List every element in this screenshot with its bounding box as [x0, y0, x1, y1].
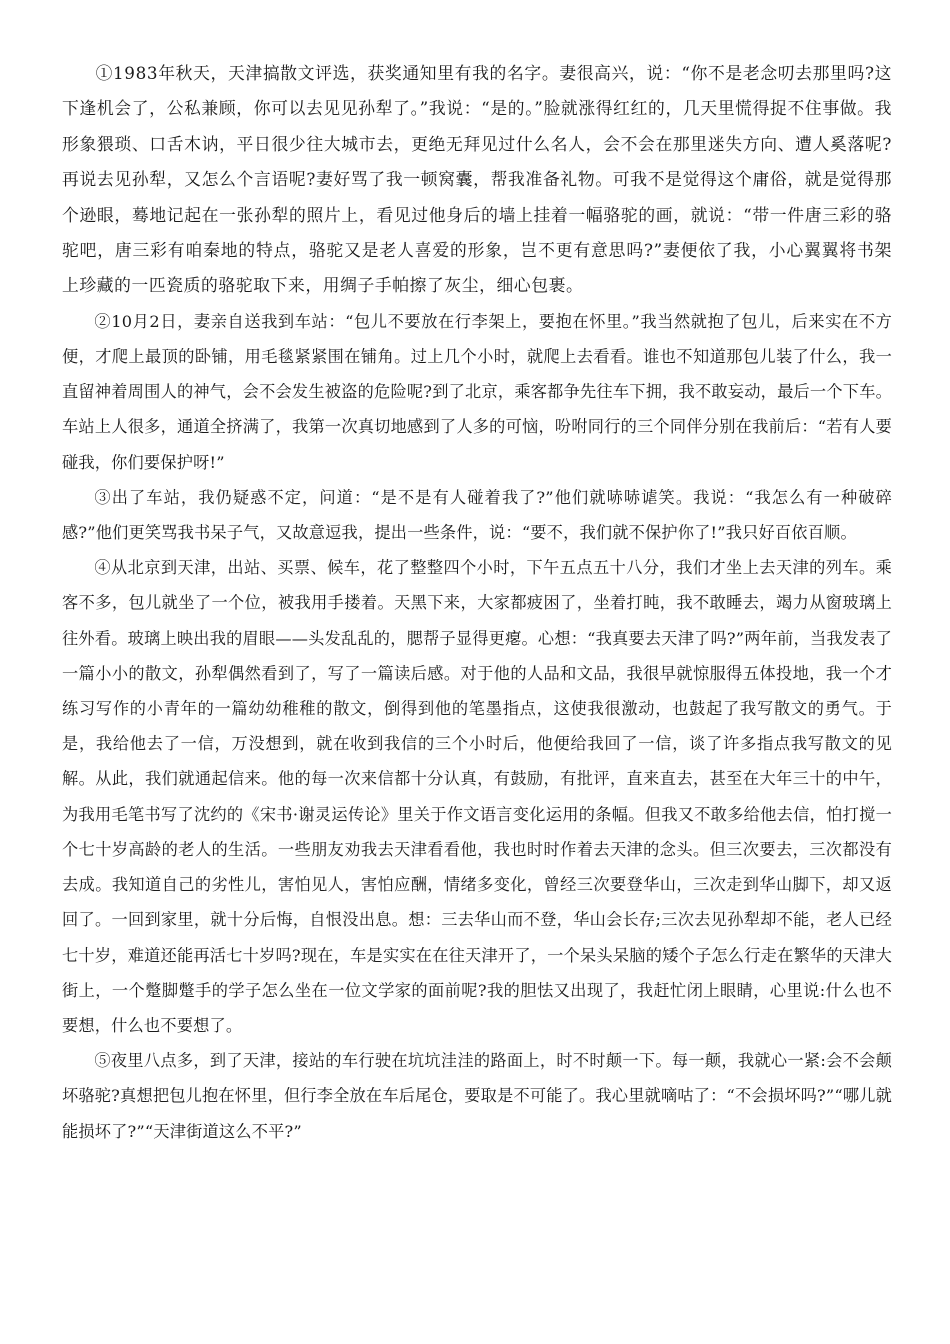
paragraph-3: ③出了车站，我仍疑惑不定，问道：“是不是有人碰着我了?”他们就哧哧谑笑。我说：“我怎么有一种破碎感?”他们更笑骂我书呆子气，又故意逗我，提出一些条件，说：“要不，我们就不保护你了!”我只好百依百顺。 [62, 487, 892, 543]
paragraph-5: ⑤夜里八点多，到了天津，接站的车行驶在坑坑洼洼的路面上，时不时颠一下。每一颠，我就心一紧:会不会颠坏骆驼?真想把包儿抱在怀里，但行李全放在车后尾仓，要取是不可能了。我心里就嘀咕了：“不会损坏吗?”“哪儿就能损坏了?”“天津街道这么不平?” [62, 1051, 892, 1141]
document-page [62, 56, 892, 1149]
paragraph-1: ①1983年秋天，天津搞散文评选，获奖通知里有我的名字。妻很高兴，说：“你不是老念叨去那里吗?这下逢机会了，公私兼顾，你可以去见见孙犁了。”我说：“是的。”脸就涨得红红的，几天里慌得捉不住事做。我形象猥琐、口舌木讷，平日很少往大城市去，更绝无拜见过什么名人，会不会在那里迷失方向、遭人奚落呢?再说去见孙犁，又怎么个言语呢?妻好骂了我一顿窝囊，帮我准备礼物。可我不是觉得这个庸俗，就是觉得那个逊眼，蓦地记起在一张孙犁的照片上，看见过他身后的墙上挂着一幅骆驼的画，就说：“带一件唐三彩的骆驼吧，唐三彩有咱秦地的特点，骆驼又是老人喜爱的形象，岂不更有意思吗?”妻便依了我，小心翼翼将书架上珍藏的一匹瓷质的骆驼取下来，用绸子手帕擦了灰尘，细心包裹。 [62, 63, 892, 296]
paragraph-2: ②10月2日，妻亲自送我到车站：“包儿不要放在行李架上，要抱在怀里。”我当然就抱了包儿，后来实在不方便，才爬上最顶的卧铺，用毛毯紧紧围在铺角。过上几个小时，就爬上去看看。谁也不知道那包儿装了什么，我一直留神着周围人的神气，会不会发生被盗的危险呢?到了北京，乘客都争先往车下拥，我不敢妄动，最后一个下车。车站上人很多，通道全挤满了，我第一次真切地感到了人多的可恼，吩咐同行的三个同伴分别在我前后：“若有人要碰我，你们要保护呀!” [62, 311, 892, 472]
paragraph-4: ④从北京到天津，出站、买票、候车，花了整整四个小时，下午五点五十八分，我们才坐上去天津的列车。乘客不多，包儿就坐了一个位，被我用手搂着。天黑下来，大家都疲困了，坐着打盹，我不敢睡去，竭力从窗玻璃上往外看。玻璃上映出我的眉眼——头发乱乱的，腮帮子显得更瘪。心想：“我真要去天津了吗?”两年前，当我发表了一篇小小的散文，孙犁偶然看到了，写了一篇读后感。对于他的人品和文品，我很早就惊服得五体投地，我一个才练习写作的小青年的一篇幼幼稚稚的散文，倒得到他的笔墨指点，这使我很激动，也鼓起了我写散文的勇气。于是，我给他去了一信，万没想到，就在收到我信的三个小时后，他便给我回了一信，谈了许多指点我写散文的见解。从此，我们就通起信来。他的每一次来信都十分认真，有鼓励，有批评，直来直去，甚至在大年三十的中午，为我用毛笔书写了沈约的《宋书·谢灵运传论》里关于作文语言变化运用的条幅。但我又不敢多给他去信，怕打搅一个七十岁高龄的老人的生活。一些朋友劝我去天津看看他，我也时时作着去天津的念头。但三次要去，三次都没有去成。我知道自己的劣性儿，害怕见人，害怕应酬，情绪多变化，曾经三次要登华山，三次走到华山脚下，却又返回了。一回到家里，就十分后悔，自恨没出息。想：三去华山而不登，华山会长存;三次去见孙犁却不能，老人已经七十岁，难道还能再活七十岁吗?现在，车是实实在在往天津开了，一个呆头呆脑的矮个子怎么行走在繁华的天津大街上，一个蹩脚蹩手的学子怎么坐在一位文学家的面前呢?我的胆怯又出现了，我赶忙闭上眼睛，心里说:什么也不要想，什么也不要想了。 [62, 558, 892, 1035]
